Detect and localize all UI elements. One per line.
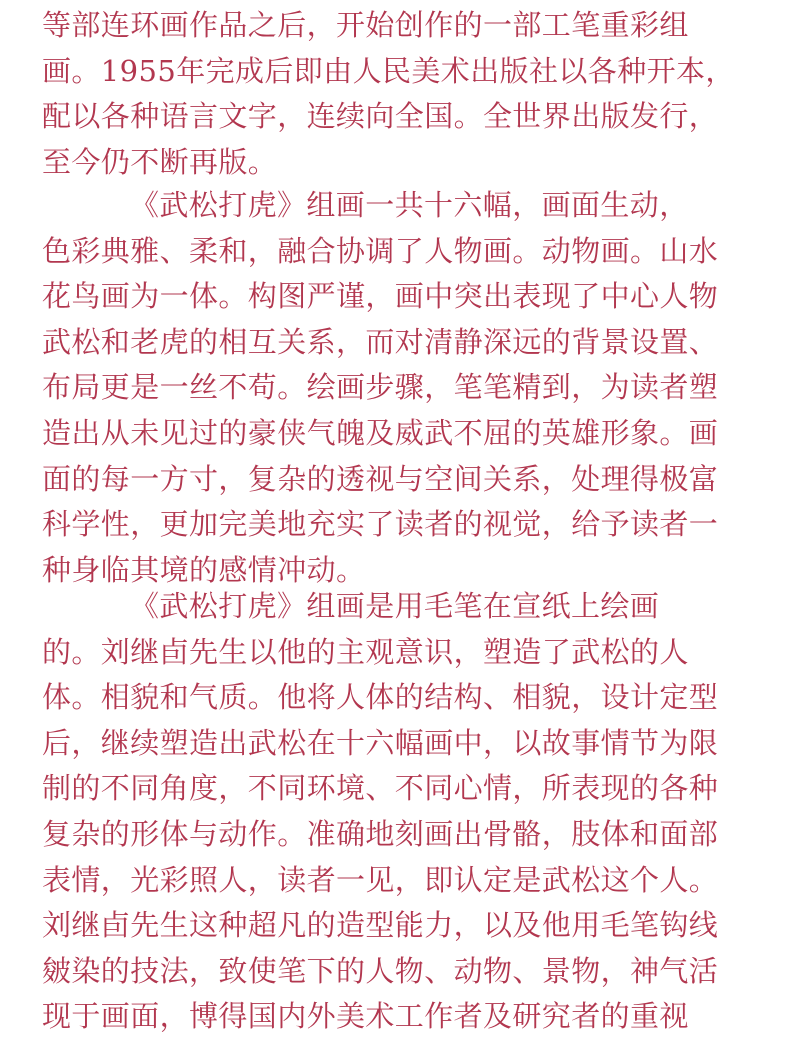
text-line: 种身临其境的感情冲动。 <box>42 552 366 587</box>
text-line: 武松和老虎的相互关系，而对清静深远的背景设置、 <box>42 324 719 359</box>
text-line: 后，继续塑造出武松在十六幅画中，以故事情节为限 <box>42 725 719 760</box>
text-line: 刘继卣先生这种超凡的造型能力，以及他用毛笔钩线 <box>42 908 719 943</box>
text-line: 制的不同角度，不同环境、不同心情，所表现的各种 <box>42 771 719 806</box>
paragraph-2 <box>42 183 762 593</box>
text-line: 至今仍不断再版。 <box>42 144 278 179</box>
text-line: 《武松打虎》组画是用毛笔在宣纸上绘画 <box>130 589 660 623</box>
text-line: 体。相貌和气质。他将人体的结构、相貌，设计定型 <box>42 680 719 715</box>
text-line: 科学性，更加完美地充实了读者的视觉，给予读者一 <box>42 507 719 542</box>
paragraph-1 <box>42 3 762 185</box>
text-line: 皴染的技法，致使笔下的人物、动物、景物，神气活 <box>42 953 719 988</box>
text-line: 配以各种语言文字，连续向全国。全世界出版发行， <box>42 99 719 134</box>
paragraph-3 <box>42 584 762 1040</box>
text-line: 复杂的形体与动作。准确地刻画出骨骼，肢体和面部 <box>42 816 719 851</box>
text-line: 造出从未见过的豪侠气魄及威武不屈的英雄形象。画 <box>42 415 719 450</box>
text-line: 花鸟画为一体。构图严谨，画中突出表现了中心人物 <box>42 279 719 314</box>
text-line: 画。1955年完成后即由人民美术出版社以各种开本， <box>42 53 735 88</box>
text-line: 的。刘继卣先生以他的主观意识，塑造了武松的人 <box>42 634 689 669</box>
text-line: 面的每一方寸，复杂的透视与空间关系，处理得极富 <box>42 461 719 496</box>
text-line: 等部连环画作品之后，开始创作的一部工笔重彩组 <box>42 8 689 42</box>
text-line: 现于画面，博得国内外美术工作者及研究者的重视 <box>42 999 689 1034</box>
text-line: 表情，光彩照人，读者一见，即认定是武松这个人。 <box>42 862 719 897</box>
text-line: 布局更是一丝不苟。绘画步骤，笔笔精到，为读者塑 <box>42 370 719 405</box>
text-line: 《武松打虎》组画一共十六幅，画面生动， <box>130 188 689 222</box>
text-line: 色彩典雅、柔和，融合协调了人物画。动物画。山水 <box>42 233 719 268</box>
